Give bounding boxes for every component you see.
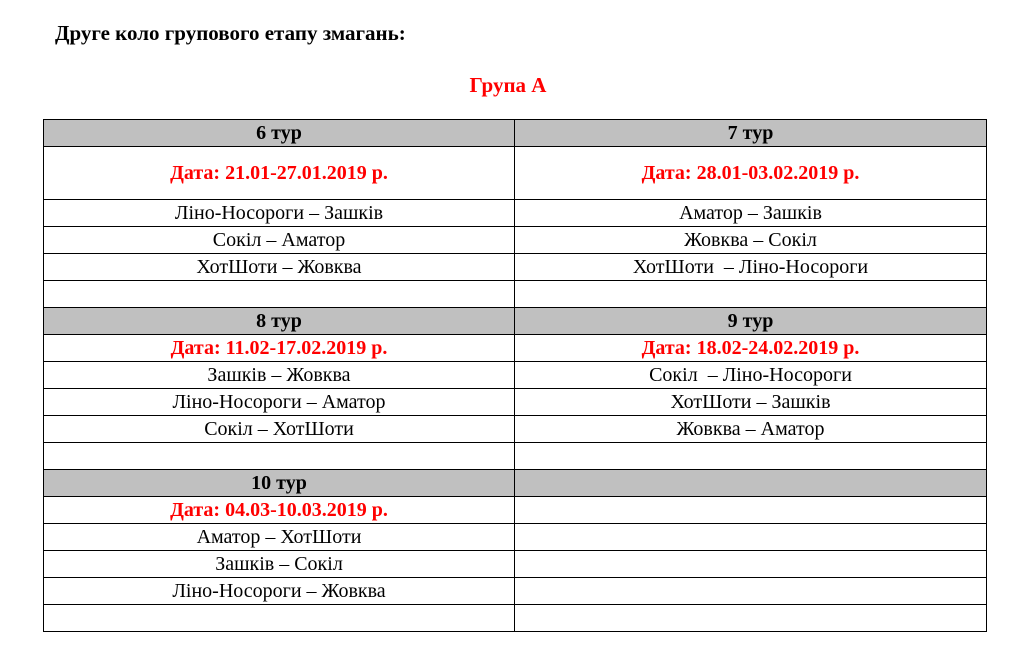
date-row (44, 497, 987, 524)
blank-cell (515, 524, 987, 551)
date-row (44, 147, 987, 200)
match-row (44, 578, 987, 605)
match-row (44, 254, 987, 281)
match-cell: Аматор – Зашків (515, 200, 987, 227)
match-cell: Ліно-Носороги – Аматор (44, 389, 515, 416)
tour-10-date: Дата: 04.03-10.03.2019 р. (44, 497, 515, 524)
match-row (44, 200, 987, 227)
blank-cell (44, 605, 515, 632)
date-row (44, 335, 987, 362)
section-heading: Друге коло групового етапу змагань: (55, 21, 406, 45)
match-cell: Сокіл – Ліно-Носороги (515, 362, 987, 389)
tour-8-date: Дата: 11.02-17.02.2019 р. (44, 335, 515, 362)
match-cell: ХотШоти – Зашків (515, 389, 987, 416)
match-cell: Зашків – Жовква (44, 362, 515, 389)
match-cell: Жовква – Сокіл (515, 227, 987, 254)
tour-header-row (44, 470, 987, 497)
match-row (44, 389, 987, 416)
blank-row (44, 443, 987, 470)
tour-10-header: 10 тур (44, 470, 515, 497)
tour-9-header: 9 тур (515, 308, 987, 335)
blank-cell (44, 443, 515, 470)
match-cell: Сокіл – Аматор (44, 227, 515, 254)
match-cell: ХотШоти – Жовква (44, 254, 515, 281)
match-row (44, 416, 987, 443)
tour-8-header: 8 тур (44, 308, 515, 335)
match-cell: Ліно-Носороги – Зашків (44, 200, 515, 227)
schedule-table (43, 119, 987, 632)
tour-7-header: 7 тур (515, 120, 987, 147)
match-cell: Зашків – Сокіл (44, 551, 515, 578)
blank-cell (515, 443, 987, 470)
tour-header-row (44, 308, 987, 335)
blank-cell (515, 551, 987, 578)
group-title: Група А (469, 73, 547, 97)
tour-6-date: Дата: 21.01-27.01.2019 р. (44, 147, 515, 200)
match-row (44, 524, 987, 551)
match-row (44, 362, 987, 389)
blank-row (44, 281, 987, 308)
blank-cell (515, 578, 987, 605)
match-cell: Ліно-Носороги – Жовква (44, 578, 515, 605)
tour-header-row (44, 120, 987, 147)
match-cell: Аматор – ХотШоти (44, 524, 515, 551)
match-row (44, 551, 987, 578)
tour-6-header: 6 тур (44, 120, 515, 147)
blank-cell (515, 497, 987, 524)
match-cell: Жовква – Аматор (515, 416, 987, 443)
match-cell: Сокіл – ХотШоти (44, 416, 515, 443)
match-cell: ХотШоти – Ліно-Носороги (515, 254, 987, 281)
empty-header-cell (515, 470, 987, 497)
blank-row (44, 605, 987, 632)
tour-9-date: Дата: 18.02-24.02.2019 р. (515, 335, 987, 362)
blank-cell (44, 281, 515, 308)
blank-cell (515, 605, 987, 632)
match-row (44, 227, 987, 254)
tour-7-date: Дата: 28.01-03.02.2019 р. (515, 147, 987, 200)
blank-cell (515, 281, 987, 308)
